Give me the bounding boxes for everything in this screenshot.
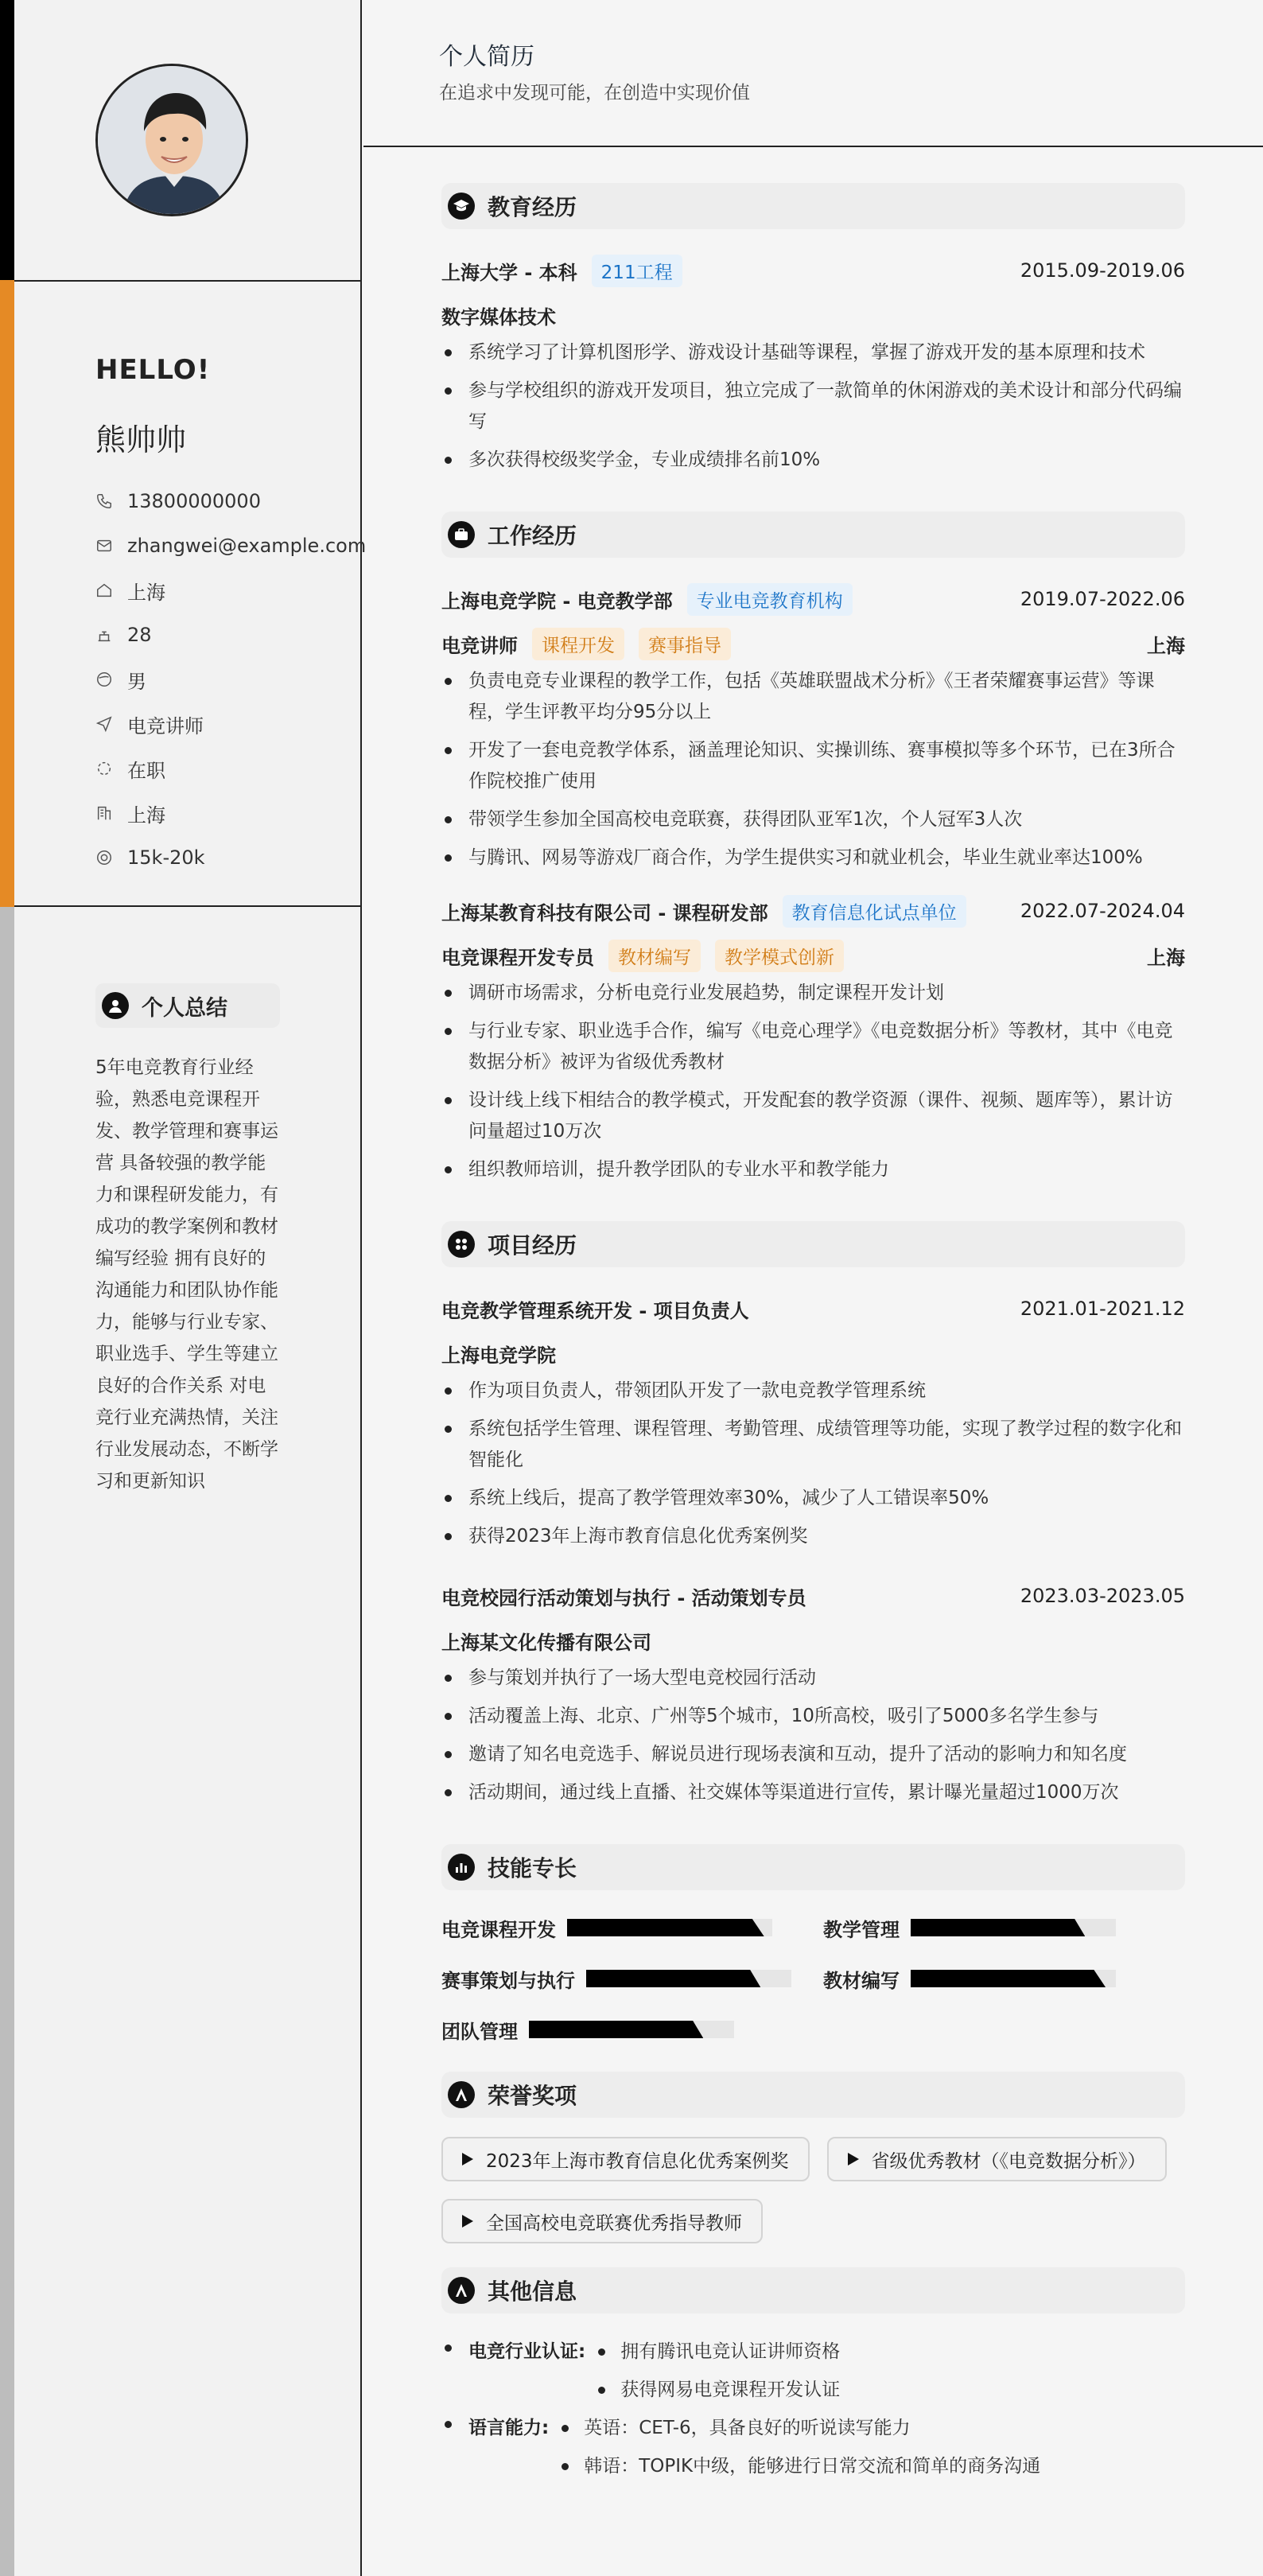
job-city: 上海 [1147,946,1185,969]
award-chip [441,2137,810,2181]
contact-info-list [95,479,366,880]
play-icon [848,2153,859,2165]
project-org: 上海电竞学院 [441,1344,556,1367]
project-header [441,1286,1185,1331]
info-phone [95,479,366,523]
award-chip [827,2137,1167,2181]
list-item: 调研市场需求，分析电竞行业发展趋势，制定课程开发计划 [441,978,1185,1009]
mail-icon [95,537,113,555]
skill-item [441,2011,823,2048]
info-icon [448,2277,475,2304]
job-role: 电竞讲师 [441,634,518,657]
summary-heading [95,983,280,1028]
graduation-cap-icon [448,193,475,220]
page-title: 个人简历 [439,43,534,71]
job-entry [441,889,1185,1185]
skill-label: 团队管理 [441,2020,518,2043]
section-projects-heading [441,1221,1185,1267]
job-bullets [441,666,1185,874]
section-title: 荣誉奖项 [488,2083,577,2109]
project-org-row [441,1331,1185,1376]
skill-label: 教学管理 [823,1918,900,1941]
skill-bar [911,1919,1116,1936]
info-status [95,746,366,791]
skill-bar-fill [911,1970,1106,1987]
cake-icon [95,626,113,644]
skill-item [823,1909,1185,1946]
list-item: 英语：CET-6，具备良好的听说读写能力 [557,2409,1040,2447]
sidebar-band-black [0,0,14,280]
job-entry [441,577,1185,874]
sidebar [0,0,367,2576]
home-icon [95,582,113,599]
info-value: 上海 [127,581,165,604]
skill-label: 教材编写 [823,1969,900,1992]
user-icon [102,992,129,1019]
role-tag: 赛事指导 [639,628,731,660]
section-title: 工作经历 [488,523,577,549]
skill-label: 电竞课程开发 [441,1918,556,1941]
job-role: 电竞课程开发专员 [441,946,594,969]
job-role-row [441,933,1185,978]
summary-text: 5年电竞教育行业经验，熟悉电竞课程开发、教学管理和赛事运营 具备较强的教学能力和课程研发能力，有成功的教学案例和教材编写经验 拥有良好的沟通能力和团队协作能力，能够与行业专家、职业选手、学生等建立良好的合作关系 对电竞行业充满热情，关注行业发展动态，不断学习和更新知识 [95,1057,278,1492]
list-item: 活动期间，通过线上直播、社交媒体等渠道进行宣传，累计曝光量超过1000万次 [441,1777,1185,1808]
page-subtitle: 在追求中发现可能，在创造中实现价值 [439,83,750,103]
job-company: 上海某教育科技有限公司 - 课程研发部 [441,901,768,924]
other-label: 电竞行业认证: [468,2341,586,2362]
project-bullets [441,1663,1185,1808]
sidebar-band-gray [0,907,14,2576]
info-gender [95,657,366,702]
major: 数字媒体技术 [441,305,556,329]
other-info [441,2333,1185,2485]
award-chip [441,2199,763,2243]
info-value: 男 [127,670,146,693]
project-bullets [441,1376,1185,1552]
skill-bar [567,1919,772,1936]
list-item: 开发了一套电竞教学体系，涵盖理论知识、实操训练、赛事模拟等多个环节，已在3所合作院校推广使用 [441,735,1185,797]
skill-bar-fill [567,1919,764,1936]
info-email [95,523,366,568]
role-tag: 课程开发 [532,628,624,660]
project-date: 2023.03-2023.05 [1020,1585,1185,1607]
project-org: 上海某文化传播有限公司 [441,1631,651,1654]
skill-item [441,1909,823,1946]
main-content [363,0,1263,2576]
sidebar-band-orange [0,280,14,907]
section-education-heading [441,183,1185,229]
list-item: 参与策划并执行了一场大型电竞校园行活动 [441,1663,1185,1694]
job-company: 上海电竞学院 - 电竞教学部 [441,590,673,613]
award-label: 2023年上海市教育信息化优秀案例奖 [486,2150,789,2172]
skill-list [441,1909,1185,2048]
award-label: 全国高校电竞联赛优秀指导教师 [486,2212,742,2234]
divider [14,280,362,282]
list-item: 获得网易电竞课程开发认证 [593,2371,840,2409]
award-list [441,2137,1185,2243]
info-job [95,702,366,746]
skill-label: 赛事策划与执行 [441,1969,575,1992]
education-bullets [441,337,1185,476]
job-city: 上海 [1147,634,1185,657]
gender-icon [95,671,113,688]
info-value: 15k-20k [127,846,205,869]
status-icon [95,760,113,777]
avatar [95,64,248,216]
school-tag: 211工程 [592,255,682,287]
list-item: 韩语：TOPIK中级，能够进行日常交流和简单的商务沟通 [557,2447,1040,2485]
list-item: 系统包括学生管理、课程管理、考勤管理、成绩管理等功能，实现了教学过程的数字化和智能化 [441,1414,1185,1476]
list-item: 系统上线后，提高了教学管理效率30%，减少了人工错误率50% [441,1483,1185,1514]
play-icon [462,2153,473,2165]
job-header [441,577,1185,621]
job-bullets [441,978,1185,1185]
other-items [557,2409,1040,2485]
section-title: 技能专长 [488,1855,577,1881]
list-item: 带领学生参加全国高校电竞联赛，获得团队亚军1次，个人冠军3人次 [441,804,1185,835]
list-item: 设计线上线下相结合的教学模式，开发配套的教学资源（课件、视频、题库等），累计访问量超过10万次 [441,1085,1185,1147]
list-item: 作为项目负责人，带领团队开发了一款电竞教学管理系统 [441,1376,1185,1407]
school-name: 上海大学 - 本科 [441,261,577,284]
project-entry [441,1574,1185,1808]
play-icon [462,2215,473,2228]
role-tag: 教材编写 [608,940,701,972]
job-date: 2019.07-2022.06 [1020,588,1185,610]
info-age [95,613,366,657]
list-item: 获得2023年上海市教育信息化优秀案例奖 [441,1521,1185,1552]
divider [14,905,362,907]
project-entry [441,1286,1185,1552]
info-value: 28 [127,624,152,646]
section-title: 其他信息 [488,2278,577,2305]
info-value: zhangwei@example.com [127,535,367,557]
info-city [95,791,366,835]
award-label: 省级优秀教材（《电竞数据分析》） [871,2150,1146,2172]
resume-sections [441,183,1185,2485]
list-item: 负责电竞专业课程的教学工作，包括《英雄联盟战术分析》《王者荣耀赛事运营》等课程，学生评教平均分95分以上 [441,666,1185,728]
other-group [441,2333,1185,2409]
award-icon [448,2081,475,2108]
section-skills-heading [441,1844,1185,1890]
project-date: 2021.01-2021.12 [1020,1298,1185,1320]
job-tag: 专业电竞教育机构 [687,583,853,616]
list-item: 与腾讯、网易等游戏厂商合作，为学生提供实习和就业机会，毕业生就业率达100% [441,842,1185,874]
phone-icon [95,492,113,510]
header-divider [363,146,1263,147]
project-name: 电竞教学管理系统开发 - 项目负责人 [441,1299,749,1322]
skill-bar-fill [529,2021,703,2038]
skill-bar-fill [911,1919,1085,1936]
hello-heading: HELLO! [95,354,211,386]
skill-bar [911,1970,1116,1987]
other-label: 语言能力: [468,2418,550,2438]
list-item: 组织教师培训，提升教学团队的专业水平和教学能力 [441,1154,1185,1185]
list-item: 参与学校组织的游戏开发项目，独立完成了一款简单的休闲游戏的美术设计和部分代码编写 [441,376,1185,438]
education-date: 2015.09-2019.06 [1020,259,1185,282]
send-icon [95,715,113,733]
list-item: 拥有腾讯电竞认证讲师资格 [593,2333,840,2371]
summary-title: 个人总结 [142,995,227,1021]
skill-bar-fill [586,1970,760,1987]
list-item: 活动覆盖上海、北京、广州等5个城市，10所高校，吸引了5000多名学生参与 [441,1701,1185,1732]
section-title: 教育经历 [488,194,577,220]
skill-bar [586,1970,791,1987]
project-name: 电竞校园行活动策划与执行 - 活动策划专员 [441,1586,806,1609]
other-items [593,2333,840,2409]
project-header [441,1574,1185,1618]
list-item: 系统学习了计算机图形学、游戏设计基础等课程，掌握了游戏开发的基本原理和技术 [441,337,1185,368]
job-date: 2022.07-2024.04 [1020,900,1185,922]
avatar-portrait-icon [98,66,248,216]
section-awards-heading [441,2072,1185,2118]
section-work-heading [441,512,1185,558]
education-header [441,248,1185,293]
skill-item [441,1960,823,1997]
job-header [441,889,1185,933]
other-group [441,2409,1185,2485]
education-major-row [441,293,1185,337]
chart-icon [448,1854,475,1881]
salary-icon [95,849,113,866]
project-org-row [441,1618,1185,1663]
list-item: 多次获得校级奖学金，专业成绩排名前10% [441,445,1185,476]
list-item: 邀请了知名电竞选手、解说员进行现场表演和互动，提升了活动的影响力和知名度 [441,1739,1185,1770]
info-value: 上海 [127,804,165,827]
info-value: 13800000000 [127,490,261,512]
info-value: 电竞讲师 [127,714,204,737]
info-location [95,568,366,613]
building-icon [95,804,113,822]
briefcase-icon [448,521,475,548]
skill-item [823,1960,1185,1997]
grid-icon [448,1231,475,1258]
info-salary [95,835,366,880]
person-name: 熊帅帅 [95,422,187,457]
list-item: 与行业专家、职业选手合作，编写《电竞心理学》《电竞数据分析》等教材，其中《电竞数据分析》被评为省级优秀教材 [441,1016,1185,1078]
section-title: 项目经历 [488,1232,577,1259]
section-other-heading [441,2267,1185,2313]
role-tag: 教学模式创新 [715,940,844,972]
skill-bar [529,2021,734,2038]
job-role-row [441,621,1185,666]
info-value: 在职 [127,759,165,782]
job-tag: 教育信息化试点单位 [783,895,966,928]
